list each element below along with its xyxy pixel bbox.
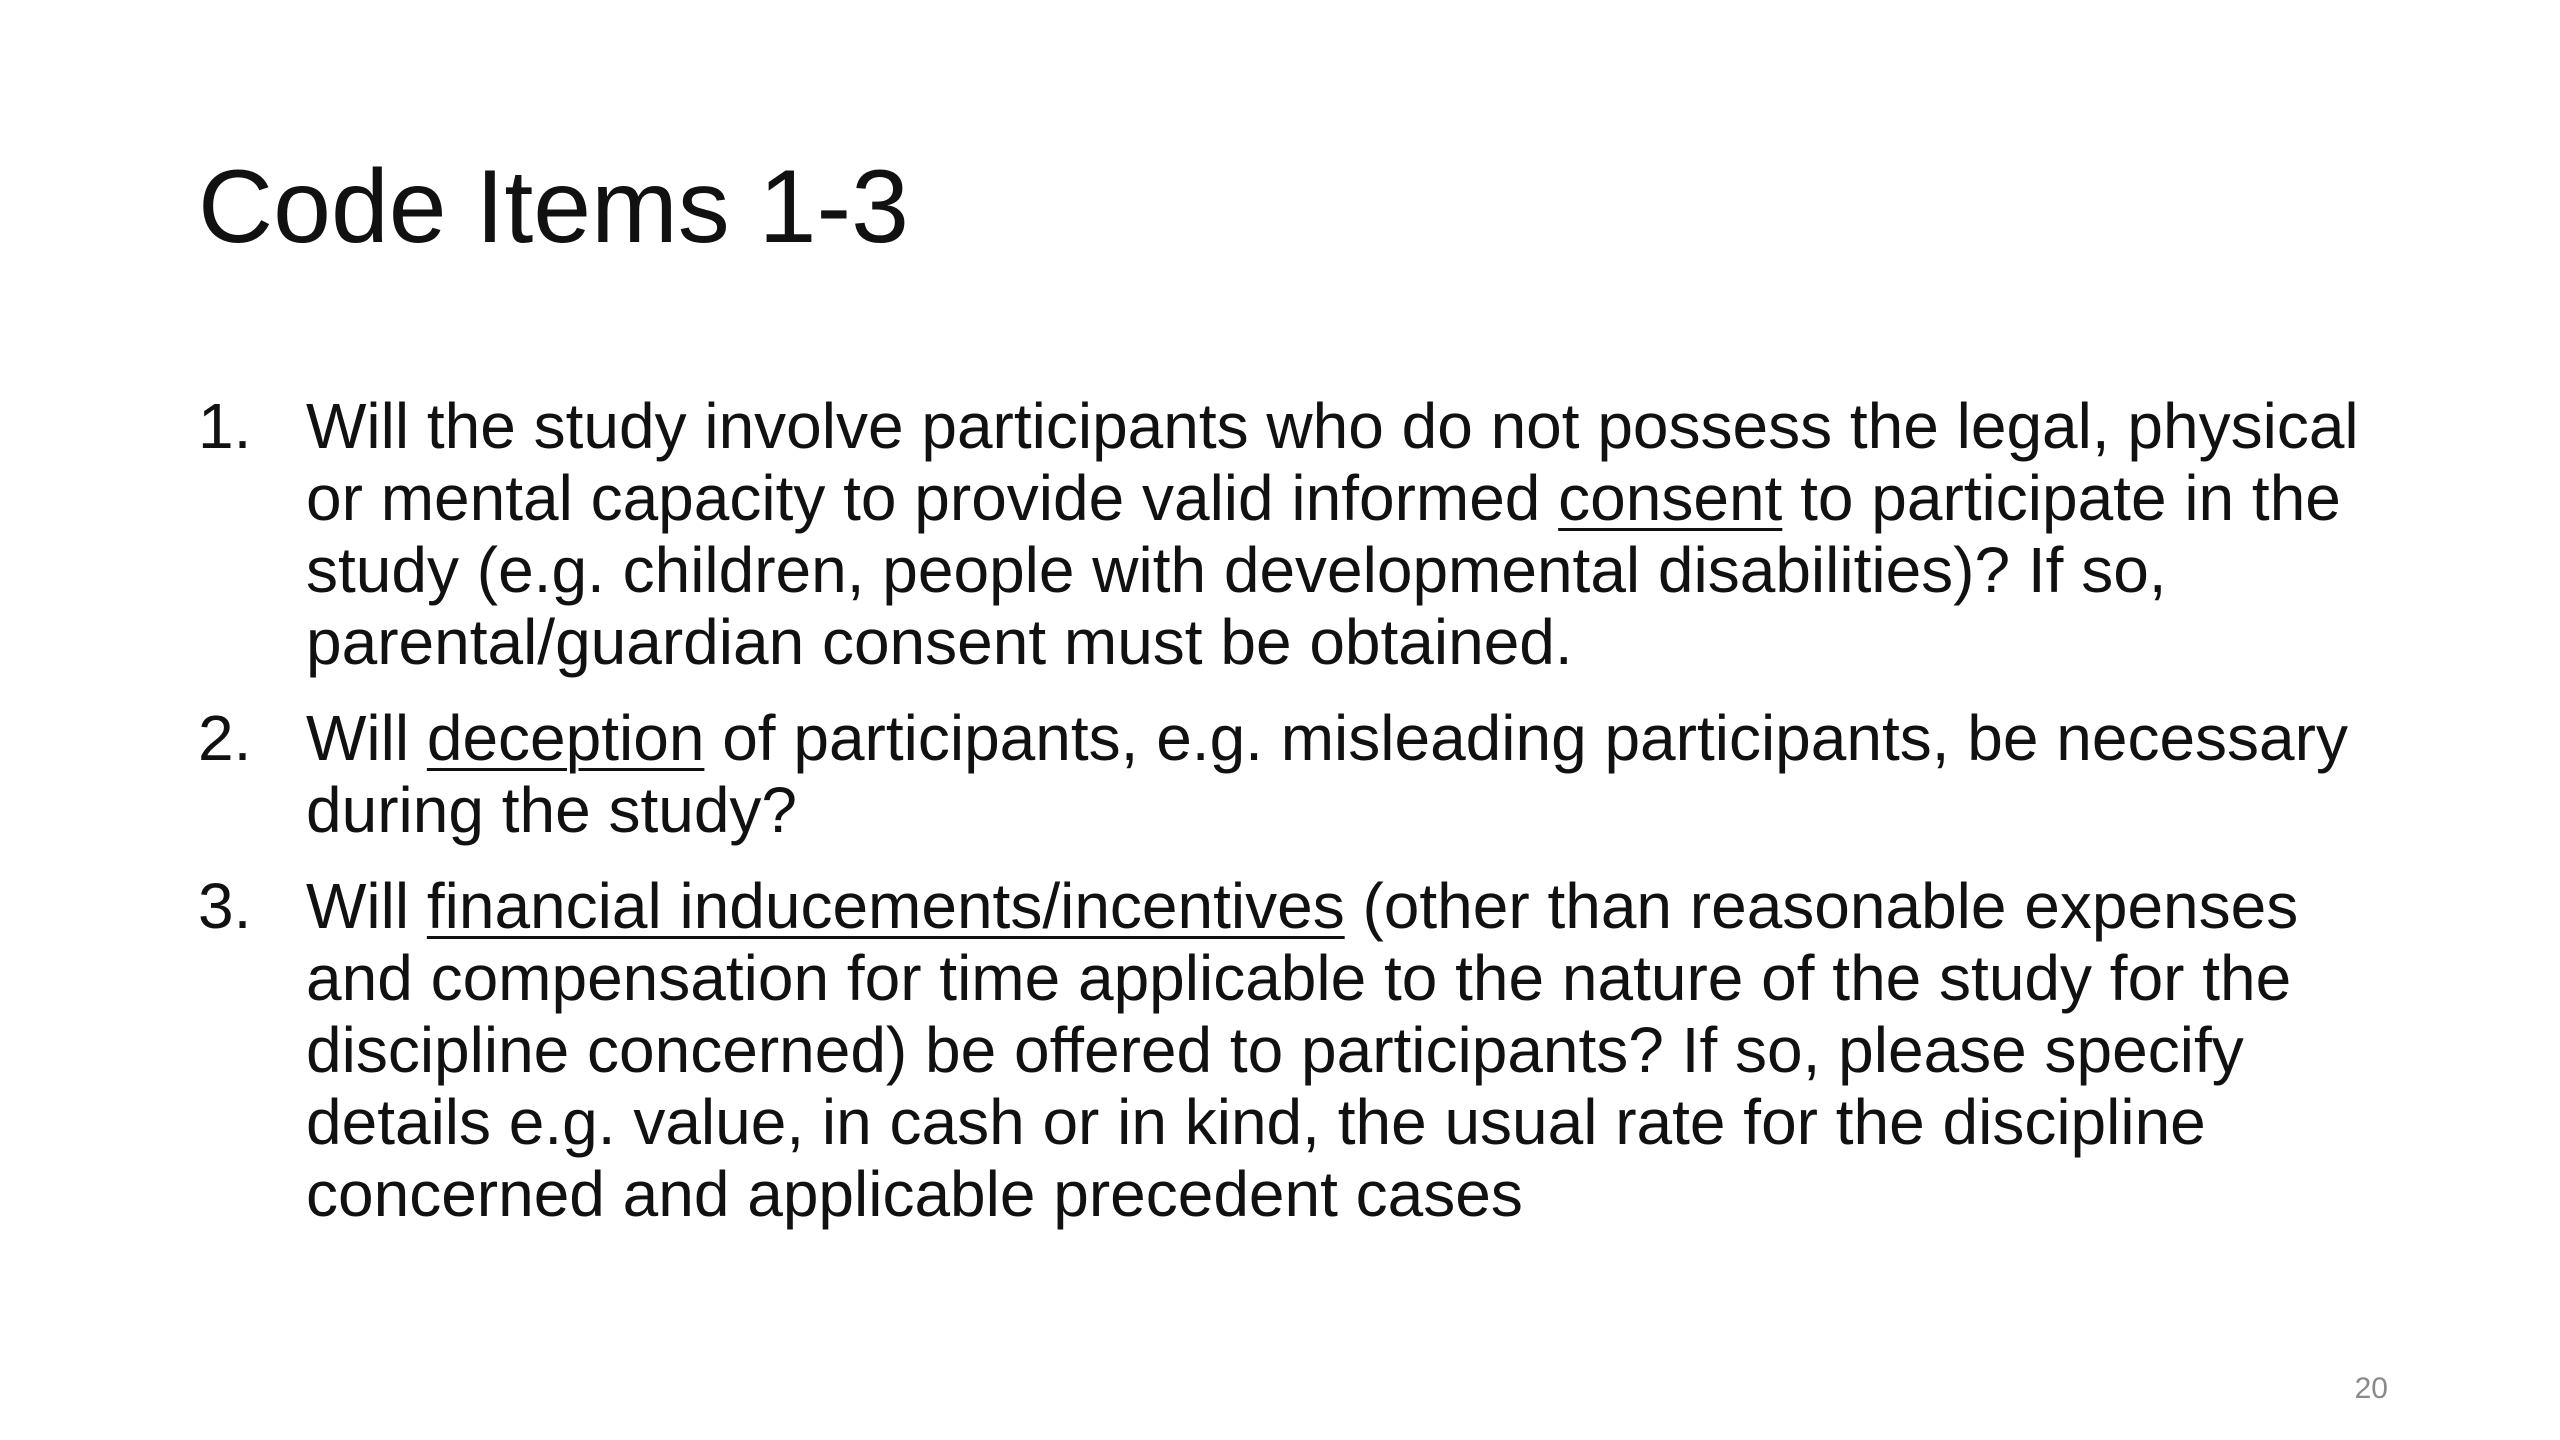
item-text (306, 870, 2418, 1230)
text-segment: Will (306, 702, 427, 774)
item-number: 1. (198, 390, 252, 462)
item-number: 2. (198, 702, 252, 774)
item-text (306, 390, 2418, 678)
list-item-1 (198, 390, 2418, 678)
underlined-term-deception: deception (426, 702, 705, 774)
item-text (306, 702, 2418, 846)
text-segment: Will the study involve participants who do not possess the legal, physical or mental capacity to provide valid informed (306, 390, 2359, 534)
text-segment: Will (306, 870, 427, 942)
code-items-list (198, 390, 2418, 1254)
list-item-2 (198, 702, 2418, 846)
text-segment: to participate in the study (e.g. children, people with developmental disabilities)? If so, parental/guardian consent must be obtained. (306, 462, 2341, 678)
text-segment: of participants, e.g. misleading participants, be necessary during the study? (306, 702, 2348, 846)
underlined-term-consent: consent (1558, 462, 1783, 534)
text-segment: (other than reasonable expenses and compensation for time applicable to the nature of the study for the discipline concerned) be offered to participants? If so, please specify details e.g. value, in cash or in kind, the usual rate for the discipline concerned and applicable precedent cases (306, 870, 2299, 1230)
item-number: 3. (198, 870, 252, 942)
page-number: 20 (2354, 1372, 2388, 1405)
list-item-3 (198, 870, 2418, 1230)
underlined-term-financial-inducements: financial inducements/incentives (426, 870, 1345, 942)
slide-title: Code Items 1-3 (198, 149, 909, 265)
